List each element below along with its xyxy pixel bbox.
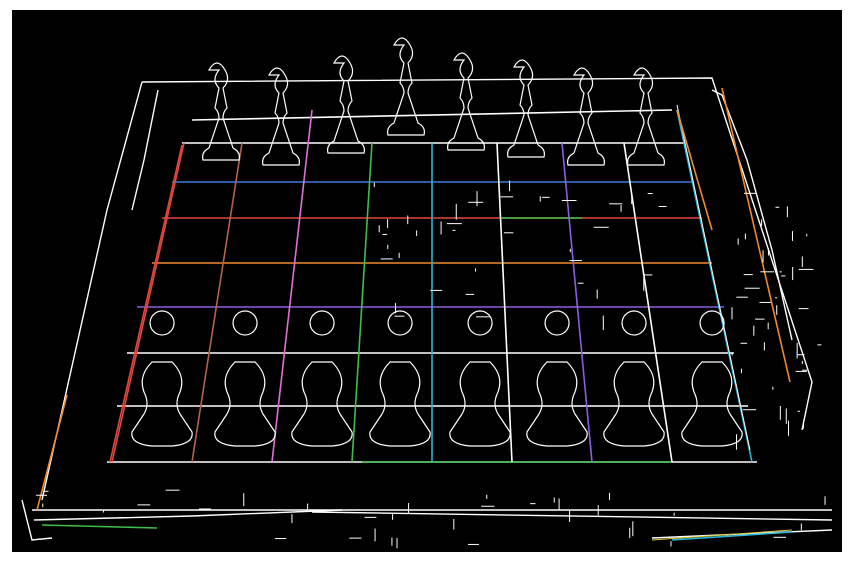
front-rank-pawn-7 bbox=[682, 311, 742, 446]
back-rank-piece-3 bbox=[388, 38, 425, 135]
grid-file-line-3 bbox=[352, 143, 372, 462]
grid-rank-line-0 bbox=[192, 110, 672, 120]
grid-file-line-1 bbox=[192, 143, 242, 462]
front-rank-pawn-1 bbox=[215, 311, 275, 446]
back-rank-piece-6 bbox=[568, 68, 605, 165]
board-frame-outline bbox=[22, 78, 832, 540]
back-rank-piece-4 bbox=[448, 53, 485, 150]
front-rank-pawn-2 bbox=[292, 311, 352, 446]
detected-grid-lines bbox=[37, 88, 792, 540]
grid-file-line-6 bbox=[562, 143, 592, 462]
grid-file-line-0 bbox=[112, 143, 184, 462]
grid-left-outer-orange bbox=[37, 395, 67, 510]
grid-right-border-white bbox=[677, 105, 750, 450]
chess-pieces bbox=[132, 38, 742, 446]
front-rank-pawn-4 bbox=[450, 311, 510, 446]
back-rank-piece-7 bbox=[628, 68, 665, 165]
grid-segment-yellow bbox=[652, 530, 792, 540]
grid-right-inner-orange bbox=[677, 110, 712, 230]
back-rank-piece-1 bbox=[263, 68, 300, 165]
back-rank-piece-0 bbox=[203, 63, 240, 160]
grid-segment-green-c bbox=[42, 525, 157, 528]
grid-file-line-8 bbox=[677, 110, 752, 462]
front-rank-pawn-6 bbox=[604, 311, 664, 446]
grid-right-outer-orange bbox=[722, 88, 790, 382]
grid-left-border bbox=[110, 145, 182, 462]
edge-noise bbox=[36, 181, 825, 549]
front-rank-pawn-5 bbox=[527, 311, 587, 446]
edge-image-canvas bbox=[12, 10, 842, 552]
grid-file-line-7 bbox=[624, 143, 672, 462]
chessboard-edge-drawing bbox=[12, 10, 842, 552]
back-rank-piece-2 bbox=[328, 56, 365, 153]
front-rank-pawn-3 bbox=[370, 311, 430, 446]
